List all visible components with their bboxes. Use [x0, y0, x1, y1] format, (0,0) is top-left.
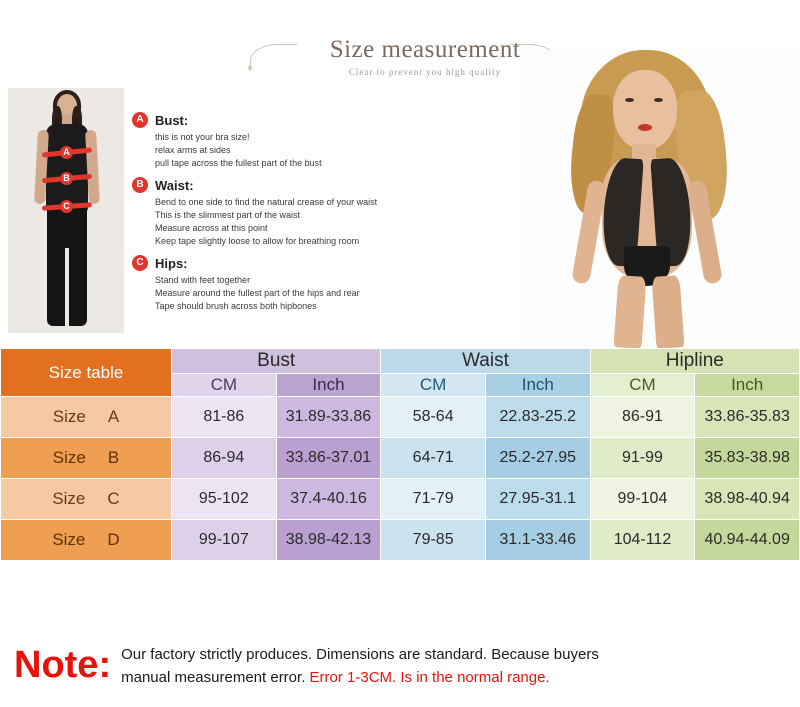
row-size-letter: D — [107, 530, 120, 549]
size-table-wrapper — [0, 348, 800, 561]
cell-bust-inch: 31.89-33.86 — [276, 397, 381, 438]
cell-hip-cm: 91-99 — [590, 438, 695, 479]
model-leg-left — [614, 275, 647, 348]
cell-hip-cm: 99-104 — [590, 479, 695, 520]
page-subtitle: Clear to prevent you high quality — [348, 67, 502, 77]
cell-waist-cm: 79-85 — [381, 520, 486, 561]
model-face — [613, 70, 677, 150]
cell-bust-cm: 81-86 — [172, 397, 277, 438]
decorative-swirl-left — [250, 44, 297, 71]
instruction-head-waist — [132, 177, 432, 193]
cell-hip-inch: 40.94-44.09 — [695, 520, 800, 561]
table-row — [1, 479, 800, 520]
table-group-hipline: Hipline — [590, 349, 799, 374]
page-title: Size measurement — [329, 36, 521, 63]
instruction-group-bust — [132, 112, 432, 170]
instruction-head-hips — [132, 255, 432, 271]
table-group-bust: Bust — [172, 349, 381, 374]
note-label: Note: — [14, 644, 112, 686]
cell-waist-cm: 71-79 — [381, 479, 486, 520]
cell-bust-inch: 38.98-42.13 — [276, 520, 381, 561]
table-header-row-groups — [1, 349, 800, 374]
row-size-letter: B — [107, 448, 120, 467]
diagram-model-top — [46, 124, 88, 212]
model-eye-right — [654, 98, 663, 102]
measurement-diagram-photo — [8, 88, 124, 333]
measurement-instructions — [132, 112, 432, 320]
badge-c-icon: C — [132, 255, 148, 271]
product-model-photo — [520, 50, 798, 348]
row-label-a — [1, 397, 172, 438]
cell-hip-inch: 35.83-38.98 — [695, 438, 800, 479]
instruction-line: relax arms at sides — [155, 145, 231, 155]
decorative-dot-left — [248, 66, 252, 70]
instruction-line: Tape should brush across both hipbones — [155, 301, 317, 311]
cell-waist-inch: 27.95-31.1 — [485, 479, 590, 520]
instruction-title-waist: Waist: — [155, 177, 194, 193]
table-row — [1, 397, 800, 438]
badge-a-icon: A — [132, 112, 148, 128]
instruction-head-bust — [132, 112, 432, 128]
note-line-2 — [121, 666, 599, 689]
note-line-2-text: manual measurement error. — [121, 668, 310, 686]
instruction-line: Measure around the fullest part of the hips and rear — [155, 288, 360, 298]
cell-bust-inch: 37.4-40.16 — [276, 479, 381, 520]
row-size-letter: C — [107, 489, 120, 508]
table-unit-bust-inch: Inch — [276, 374, 381, 397]
row-label-text: Size — [52, 489, 86, 508]
badge-b-icon: B — [132, 177, 148, 193]
note-error-range: Error 1-3CM. Is in the normal range. — [309, 668, 550, 686]
size-table — [0, 348, 800, 561]
note-line-1: Our factory strictly produces. Dimensions are standard. Because buyers — [121, 645, 599, 663]
cell-waist-cm: 64-71 — [381, 438, 486, 479]
cell-bust-cm: 86-94 — [172, 438, 277, 479]
model-eye-left — [625, 98, 634, 102]
model-leg-right — [652, 275, 685, 348]
instruction-line: This is the slimmest part of the waist — [155, 210, 301, 220]
diagram-marker-c: C — [60, 200, 73, 213]
table-unit-waist-cm: CM — [381, 374, 486, 397]
table-unit-hip-inch: Inch — [695, 374, 800, 397]
instruction-line: Stand with feet together — [155, 275, 251, 285]
diagram-model-leg-gap — [65, 248, 69, 326]
table-unit-bust-cm: CM — [172, 374, 277, 397]
row-size-letter: A — [107, 407, 120, 426]
cell-waist-inch: 31.1-33.46 — [485, 520, 590, 561]
diagram-marker-b: B — [60, 172, 73, 185]
top-section — [0, 0, 800, 348]
cell-hip-cm: 86-91 — [590, 397, 695, 438]
instruction-line: Measure across at this point — [155, 223, 268, 233]
cell-waist-inch: 25.2-27.95 — [485, 438, 590, 479]
row-label-text: Size — [52, 407, 86, 426]
table-unit-hip-cm: CM — [590, 374, 695, 397]
instruction-line: pull tape across the fullest part of the bust — [155, 158, 322, 168]
cell-bust-cm: 95-102 — [172, 479, 277, 520]
cell-waist-cm: 58-64 — [381, 397, 486, 438]
row-label-d — [1, 520, 172, 561]
table-row — [1, 438, 800, 479]
table-row — [1, 520, 800, 561]
cell-hip-inch: 33.86-35.83 — [695, 397, 800, 438]
row-label-text: Size — [52, 530, 86, 549]
instruction-group-hips — [132, 255, 432, 313]
cell-bust-cm: 99-107 — [172, 520, 277, 561]
note-section — [0, 620, 800, 707]
instruction-line: this is not your bra size! — [155, 132, 250, 142]
instruction-group-waist — [132, 177, 432, 248]
row-label-text: Size — [52, 448, 86, 467]
instruction-line: Keep tape slightly loose to allow for breathing room — [155, 236, 360, 246]
note-body — [121, 643, 599, 689]
cell-bust-inch: 33.86-37.01 — [276, 438, 381, 479]
row-label-c — [1, 479, 172, 520]
table-unit-waist-inch: Inch — [485, 374, 590, 397]
instruction-line: Bend to one side to find the natural crease of your waist — [155, 197, 378, 207]
cell-waist-inch: 22.83-25.2 — [485, 397, 590, 438]
instruction-title-bust: Bust: — [155, 112, 189, 128]
table-corner-label: Size table — [1, 349, 172, 397]
table-group-waist: Waist — [381, 349, 590, 374]
cell-hip-cm: 104-112 — [590, 520, 695, 561]
model-lips — [638, 124, 652, 131]
header-title-block — [300, 36, 550, 77]
cell-hip-inch: 38.98-40.94 — [695, 479, 800, 520]
row-label-b — [1, 438, 172, 479]
diagram-marker-a: A — [60, 146, 73, 159]
instruction-title-hips: Hips: — [155, 255, 188, 271]
